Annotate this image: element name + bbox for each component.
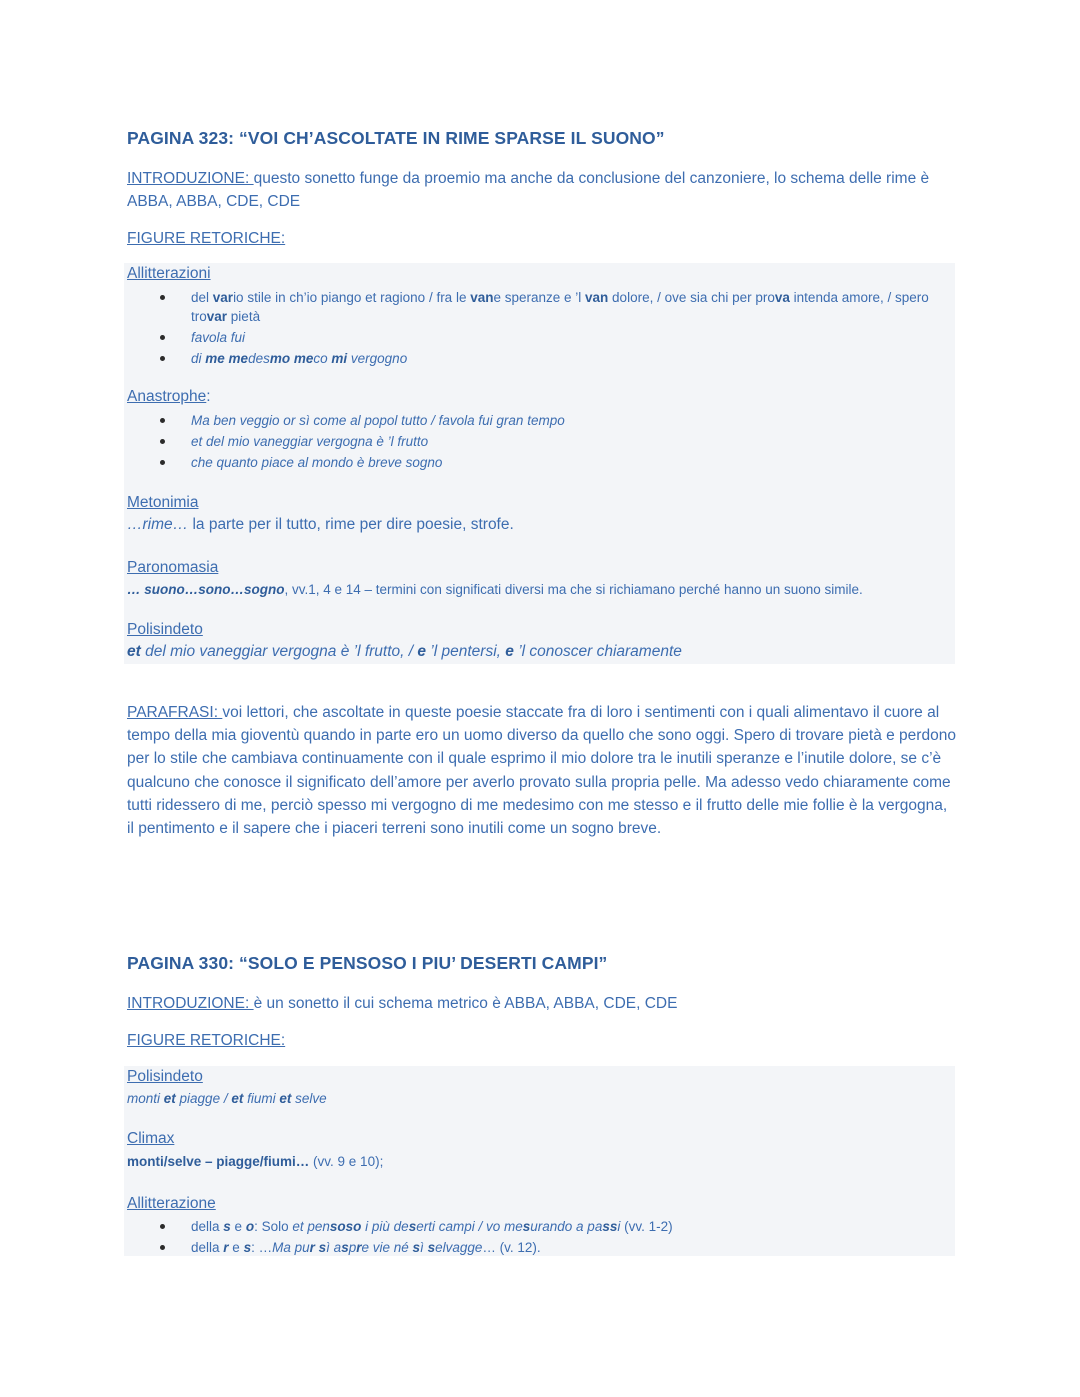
polisindeto2-text: monti et piagge / et fiumi et selve <box>127 1091 327 1106</box>
section1-title: PAGINA 323: “VOI CH’ASCOLTATE IN RIME SPARSE IL SUONO” <box>127 128 665 148</box>
metonimia-label: Metonimia <box>127 494 199 511</box>
section1-intro <box>127 167 957 213</box>
anastrophe-list <box>127 411 951 474</box>
list-item: et del mio vaneggiar vergogna è ’l frutto <box>127 432 951 451</box>
list-item: Ma ben veggio or sì come al popol tutto / favola fui gran tempo <box>127 411 951 430</box>
list-item: del vario stile in ch’io piango et ragiono / fra le vane speranze e ’l van dolore, / ove sia chi per prova intenda amore, / spero trovar pietà <box>127 288 951 326</box>
list-item: che quanto piace al mondo è breve sogno <box>127 453 951 472</box>
section2-title: PAGINA 330: “SOLO E PENSOSO I PIU’ DESERTI CAMPI” <box>127 953 608 973</box>
paronomasia-text: … suono…sono…sogno, vv.1, 4 e 14 – termini con significati diversi ma che si richiamano perché hanno un suono simile. <box>127 582 863 597</box>
paronomasia-label: Paronomasia <box>127 559 219 576</box>
list-item: della s e o: Solo et pensoso i più deserti campi / vo mesurando a passi (vv. 1-2) <box>127 1217 951 1236</box>
allitterazione-label: Allitterazione <box>127 1195 216 1212</box>
section2-intro: INTRODUZIONE: è un sonetto il cui schema metrico è ABBA, ABBA, CDE, CDE <box>127 995 678 1012</box>
intro-label: INTRODUZIONE: <box>127 170 254 187</box>
list-item: di me medesmo meco mi vergogno <box>127 349 951 368</box>
section1-figures-label: FIGURE RETORICHE: <box>127 230 286 247</box>
intro-text: questo sonetto funge da proemio ma anche da conclusione del canzoniere, lo schema delle rime è ABBA, ABBA, CDE, CDE <box>127 170 930 210</box>
allitterazioni-label: Allitterazioni <box>127 265 211 282</box>
list-item: favola fui <box>127 328 951 347</box>
polisindeto-label: Polisindeto <box>127 621 203 638</box>
allitterazioni-list <box>127 288 951 370</box>
allitterazione-list <box>127 1217 951 1259</box>
climax-label: Climax <box>127 1130 175 1147</box>
polisindeto2-label: Polisindeto <box>127 1068 203 1085</box>
section2-figures-label: FIGURE RETORICHE: <box>127 1032 286 1049</box>
polisindeto-text: et del mio vaneggiar vergogna è ’l frutto, / e ’l pentersi, e ’l conoscer chiaramente <box>127 643 682 660</box>
list-item: della r e s: …Ma pur sì aspre vie né sì selvagge… (v. 12). <box>127 1238 951 1257</box>
climax-text: monti/selve – piagge/fiumi… (vv. 9 e 10); <box>127 1154 384 1169</box>
metonimia-text: …rime… la parte per il tutto, rime per dire poesie, strofe. <box>127 516 514 533</box>
parafrasi: PARAFRASI: voi lettori, che ascoltate in queste poesie staccate fra di loro i sentimenti con i quali alimentavo il cuore al tempo della mia gioventù quando in parte ero un uomo diverso da quello che sono oggi. Spero di trovare pietà e perdono per lo stile che cambiava continuamente con il quale esprimo il mio dolore tra le inutili speranze e l’inutile dolore, se c’è qualcuno che conosce il significato dell’amore per averlo provato sulla propria pelle. Ma adesso vedo chiaramente come tutti ridessero di me, perciò spesso mi vergogno di me medesimo con me stesso e il frutto delle mie follie è la vergogna, il pentimento e il sapere che i piaceri terreni sono inutili come un sogno breve. <box>127 704 956 838</box>
anastrophe-label-row: Anastrophe: <box>127 388 211 405</box>
